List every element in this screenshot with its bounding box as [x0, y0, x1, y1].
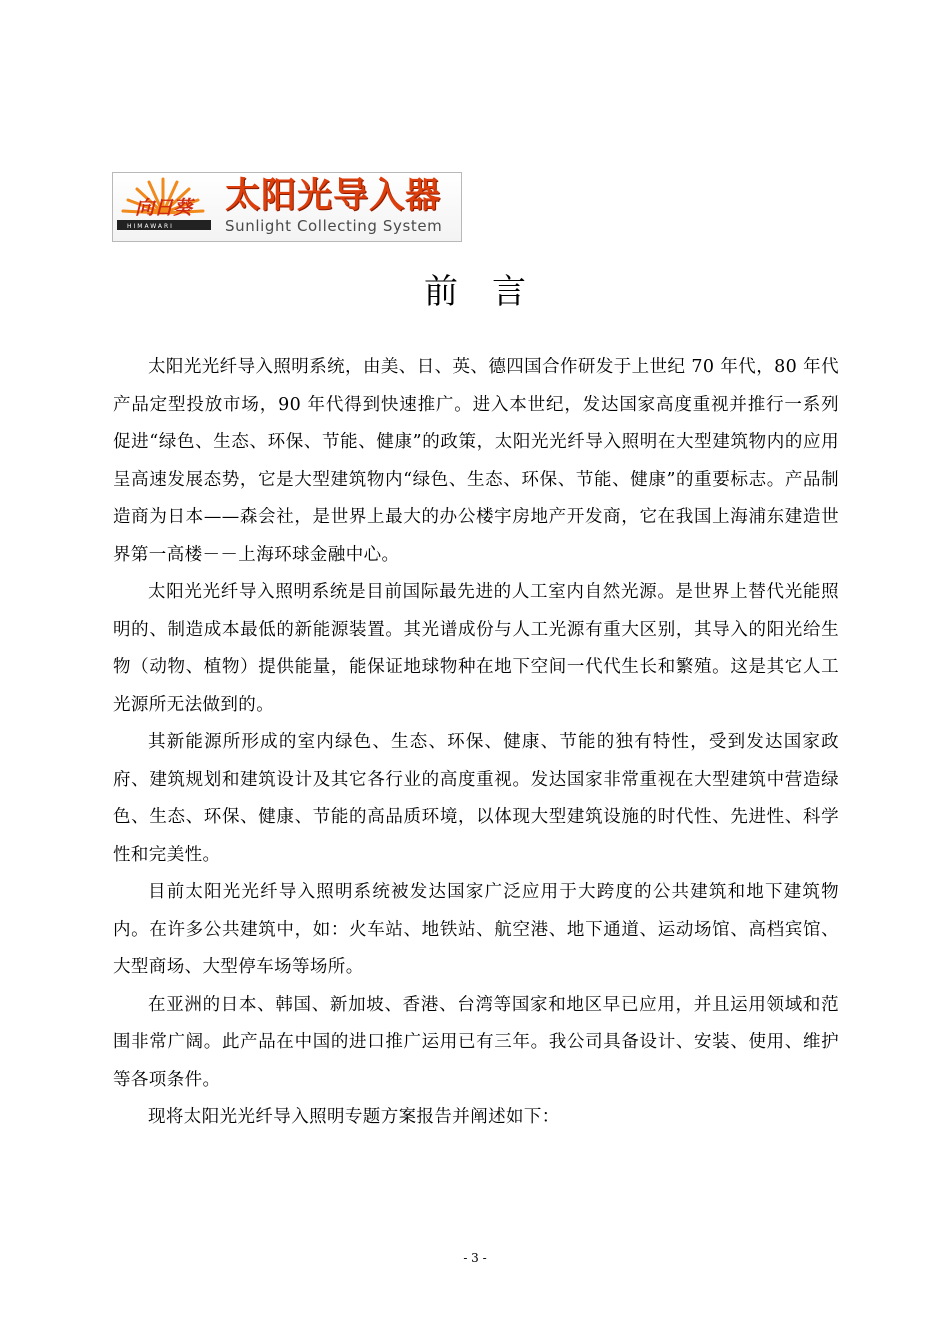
paragraph-2: 太阳光光纤导入照明系统是目前国际最先进的人工室内自然光源。是世界上替代光能照明的、制造成本最低的新能源装置。其光谱成份与人工光源有重大区别，其导入的阳光给生物（动物、植物）提供能量，能保证地球物种在地下空间一代代生长和繁殖。这是其它人工光源所无法做到的。: [113, 582, 839, 715]
paragraph-5: 在亚洲的日本、韩国、新加坡、香港、台湾等国家和地区早已应用，并且运用领域和范围非常广阔。此产品在中国的进口推广运用已有三年。我公司具备设计、安装、使用、维护等各项条件。: [113, 994, 839, 1090]
page-title: 前 言: [424, 272, 526, 312]
page-number: - 3 -: [463, 1251, 487, 1265]
logo-title: 太阳光导入器: [225, 176, 442, 216]
paragraph-6: 现将太阳光光纤导入照明专题方案报告并阐述如下：: [148, 1107, 560, 1127]
logo-brand-sub: HIMAWARI: [127, 223, 174, 230]
document-body: [113, 349, 839, 1137]
paragraph-3: 其新能源所形成的室内绿色、生态、环保、健康、节能的独有特性，受到发达国家政府、建筑规划和建筑设计及其它各行业的高度重视。发达国家非常重视在大型建筑中营造绿色、生态、环保、健康、节能的高品质环境，以体现大型建筑设施的时代性、先进性、科学性和完美性。: [113, 732, 839, 865]
logo-subtitle: Sunlight Collecting System: [225, 217, 443, 235]
paragraph-4: 目前太阳光光纤导入照明系统被发达国家广泛应用于大跨度的公共建筑和地下建筑物内。在许多公共建筑中，如：火车站、地铁站、航空港、地下通道、运动场馆、高档宾馆、大型商场、大型停车场等场所。: [113, 882, 839, 977]
logo-brand: 向日葵: [135, 197, 193, 219]
paragraph-1: 太阳光光纤导入照明系统，由美、日、英、德四国合作研发于上世纪 70 年代，80 年代产品定型投放市场，90 年代得到快速推广。进入本世纪，发达国家高度重视并推行一系列促进“绿色、生态、环保、节能、健康”的政策，太阳光光纤导入照明在大型建筑物内的应用呈高速发展态势，它是大型建筑物内“绿色、生态、环保、节能、健康”的重要标志。产品制造商为日本——森会社，是世界上最大的办公楼宇房地产开发商，它在我国上海浦东建造世界第一高楼－－上海环球金融中心。: [113, 357, 839, 565]
company-logo: [112, 172, 462, 242]
